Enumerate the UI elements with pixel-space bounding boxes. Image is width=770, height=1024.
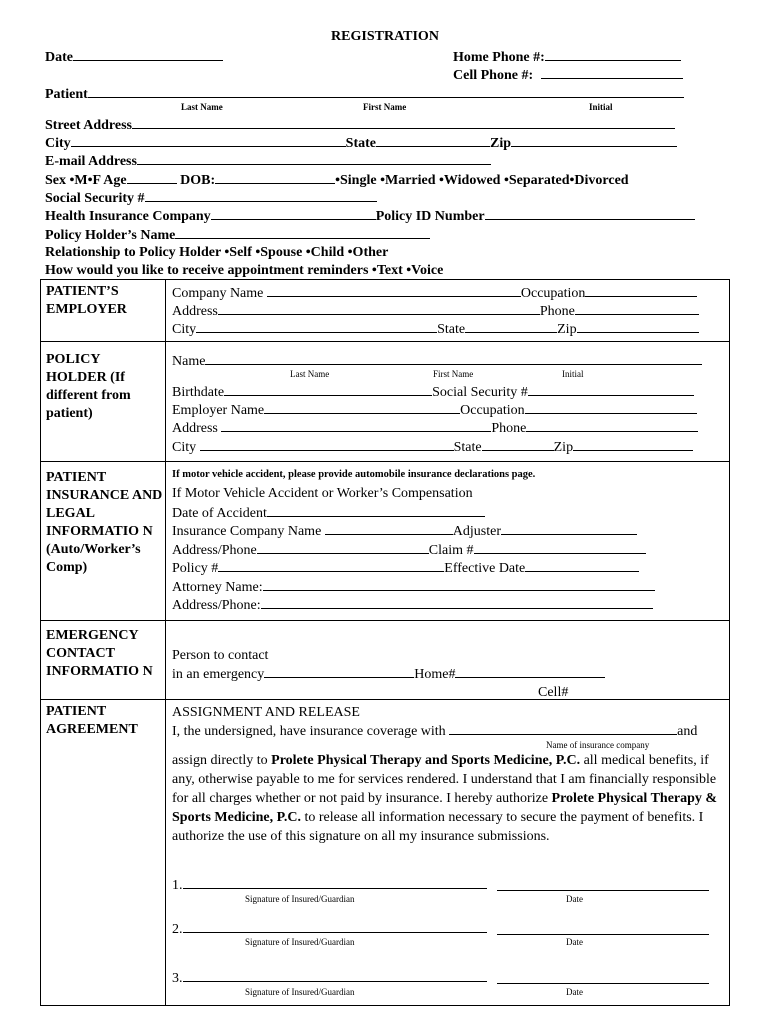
street-label: Street Address [45, 116, 675, 134]
holder-birthdate-field[interactable] [224, 383, 432, 396]
sex-age-dob-row: Sex •M•F Age DOB: •Single •Married •Widowed •Separated•Divorced [45, 173, 629, 188]
adjuster-field[interactable] [501, 522, 637, 535]
signature-field-2[interactable] [183, 920, 487, 933]
street-field[interactable] [132, 116, 675, 129]
emergency-home-field[interactable] [455, 665, 605, 678]
signature-date-field-2[interactable] [497, 934, 709, 935]
row-divider-legal [40, 620, 729, 621]
employer-company-field[interactable] [267, 284, 521, 297]
agreement-section-label: PATIENT AGREEMENT [46, 704, 138, 737]
age-field[interactable] [127, 171, 177, 184]
home-phone-label: Home Phone #: [453, 48, 681, 66]
holder-last-name-caption: Last Name [290, 369, 330, 379]
table-right-border [729, 279, 730, 1006]
address-phone-field[interactable] [257, 541, 429, 554]
employer-phone-field[interactable] [575, 302, 699, 315]
home-phone-field[interactable] [545, 48, 681, 61]
signature-caption-3: Signature of Insured/Guardian [245, 987, 355, 997]
patient-label: Patient [45, 85, 684, 103]
state-field[interactable] [376, 134, 490, 147]
agreement-paragraph: assign directly to Prolete Physical Therapy and Sports Medicine, P.C. all medical benefits, if any, otherwise payable to me for services rendered. I understand that I am financially responsible for all charges whether or not paid by insurance. I hereby authorize Prolete Physical Therapy & Sports Medicine, P.C. to release all information necessary to secure the payment of benefits. I authorize the use of this signature on all my insurance submissions. [172, 753, 718, 844]
holder-section-label: POLICY HOLDER (If different from patient) [46, 352, 131, 421]
table-column-divider [165, 279, 166, 1006]
cell-phone-field[interactable] [541, 66, 683, 79]
holder-employer-field[interactable] [264, 401, 460, 414]
ins-company-row: Insurance Company Name Adjuster [172, 522, 637, 540]
employer-company-row: Company Name Occupation [172, 284, 697, 302]
zip-field[interactable] [511, 134, 677, 147]
signature-date-field-3[interactable] [497, 983, 709, 984]
signature-row-1: 1. [172, 876, 487, 894]
date-caption-3: Date [566, 987, 583, 997]
row-divider-holder [40, 461, 729, 462]
table-bottom-border [40, 1005, 729, 1006]
signature-date-field-1[interactable] [497, 890, 709, 891]
email-field[interactable] [137, 152, 491, 165]
emergency-section-label: EMERGENCY CONTACT INFORMATIO N [46, 628, 153, 679]
reminders-row[interactable]: How would you like to receive appointment reminders •Text •Voice [45, 263, 444, 278]
holder-name-label: Policy Holder’s Name [45, 226, 430, 244]
employer-city-field[interactable] [196, 320, 437, 333]
patient-last-name-caption: Last Name [181, 102, 223, 112]
mva-line: If Motor Vehicle Accident or Worker’s Compensation [172, 486, 473, 501]
page-title: REGISTRATION [331, 29, 439, 44]
insurance-company-caption: Name of insurance company [546, 740, 650, 750]
holder-name-field[interactable] [175, 226, 430, 239]
city-field[interactable] [71, 134, 346, 147]
employer-address-row: Address Phone [172, 302, 699, 320]
signature-row-3: 3. [172, 969, 487, 987]
holder-state-field[interactable] [482, 438, 554, 451]
patient-initial-caption: Initial [589, 102, 613, 112]
signature-field-3[interactable] [183, 969, 487, 982]
legal-notice: If motor vehicle accident, please provide automobile insurance declarations page. [172, 469, 536, 480]
ssn-label: Social Security # [45, 189, 377, 207]
signature-row-2: 2. [172, 920, 487, 938]
table-left-border [40, 279, 41, 1006]
employer-address-field[interactable] [218, 302, 540, 315]
holder-name-row: Name [172, 352, 702, 370]
signature-caption-1: Signature of Insured/Guardian [245, 894, 355, 904]
emergency-name-field[interactable] [264, 665, 414, 678]
holder-city-row: City State Zip [172, 438, 693, 456]
insurance-company-name-field[interactable] [449, 722, 677, 735]
effective-date-field[interactable] [525, 559, 639, 572]
date-field[interactable] [73, 48, 223, 61]
legal-section-label: PATIENT INSURANCE AND LEGAL INFORMATIO N (Auto/Worker’s Comp) [46, 470, 163, 575]
emergency-contact-row: in an emergency Home# [172, 665, 605, 683]
holder-phone-field[interactable] [526, 419, 698, 432]
holder-address-row: Address Phone [172, 419, 698, 437]
email-label: E-mail Address [45, 152, 491, 170]
holder-address-field[interactable] [221, 419, 491, 432]
attorney-address-field[interactable] [261, 596, 653, 609]
employer-occupation-field[interactable] [585, 284, 697, 297]
relationship-row[interactable]: Relationship to Policy Holder •Self •Spouse •Child •Other [45, 245, 389, 260]
ssn-field[interactable] [145, 189, 377, 202]
cell-phone-label: Cell Phone #: [453, 66, 683, 84]
holder-ssn-field[interactable] [528, 383, 694, 396]
insurance-company-field[interactable] [211, 207, 376, 220]
city-state-zip-row: City State Zip [45, 134, 677, 152]
signature-caption-2: Signature of Insured/Guardian [245, 937, 355, 947]
employer-city-row: City State Zip [172, 320, 699, 338]
holder-occupation-field[interactable] [525, 401, 697, 414]
agreement-line1: I, the undersigned, have insurance coverage with and [172, 724, 698, 739]
accident-date-field[interactable] [267, 504, 485, 517]
policy-effective-row: Policy # Effective Date [172, 559, 639, 577]
holder-zip-field[interactable] [573, 438, 693, 451]
person-to-contact-label: Person to contact [172, 648, 269, 663]
patient-name-field[interactable] [88, 85, 684, 98]
attorney-row: Attorney Name: [172, 578, 655, 596]
row-divider-emergency [40, 699, 729, 700]
dob-field[interactable] [215, 171, 335, 184]
ins-company-field[interactable] [325, 522, 453, 535]
row-divider-employer [40, 341, 729, 342]
holder-birthdate-row: Birthdate Social Security # [172, 383, 694, 401]
company-name-2: Prolete Physical Therapy & Sports Medicine, P.C. [172, 791, 718, 825]
employer-zip-field[interactable] [577, 320, 699, 333]
patient-first-name-caption: First Name [363, 102, 407, 112]
company-name-1: Prolete Physical Therapy and Sports Medicine, P.C. [271, 753, 581, 768]
table-top-border [40, 279, 729, 280]
marital-options[interactable]: •Single •Married •Widowed •Separated•Divorced [335, 173, 629, 188]
address-phone-claim-row: Address/Phone Claim # [172, 541, 646, 559]
holder-first-name-caption: First Name [433, 369, 474, 379]
insurance-row: Health Insurance Company Policy ID Number [45, 207, 695, 225]
attorney-address-row: Address/Phone: [172, 596, 653, 614]
holder-city-field[interactable] [200, 438, 454, 451]
date-caption-2: Date [566, 937, 583, 947]
holder-name-input[interactable] [205, 352, 702, 365]
claim-field[interactable] [474, 541, 646, 554]
agreement-heading: ASSIGNMENT AND RELEASE [172, 705, 360, 720]
signature-field-1[interactable] [183, 876, 487, 889]
emergency-cell-label: Cell# [538, 685, 569, 700]
date-label: Date [45, 48, 223, 66]
holder-employer-row: Employer Name Occupation [172, 401, 697, 419]
date-caption-1: Date [566, 894, 583, 904]
policy-id-field[interactable] [485, 207, 695, 220]
employer-state-field[interactable] [465, 320, 557, 333]
accident-date-row: Date of Accident [172, 504, 485, 522]
holder-initial-caption: Initial [562, 369, 584, 379]
employer-section-label: PATIENT’S EMPLOYER [46, 284, 127, 317]
attorney-field[interactable] [263, 578, 655, 591]
policy-field[interactable] [218, 559, 444, 572]
